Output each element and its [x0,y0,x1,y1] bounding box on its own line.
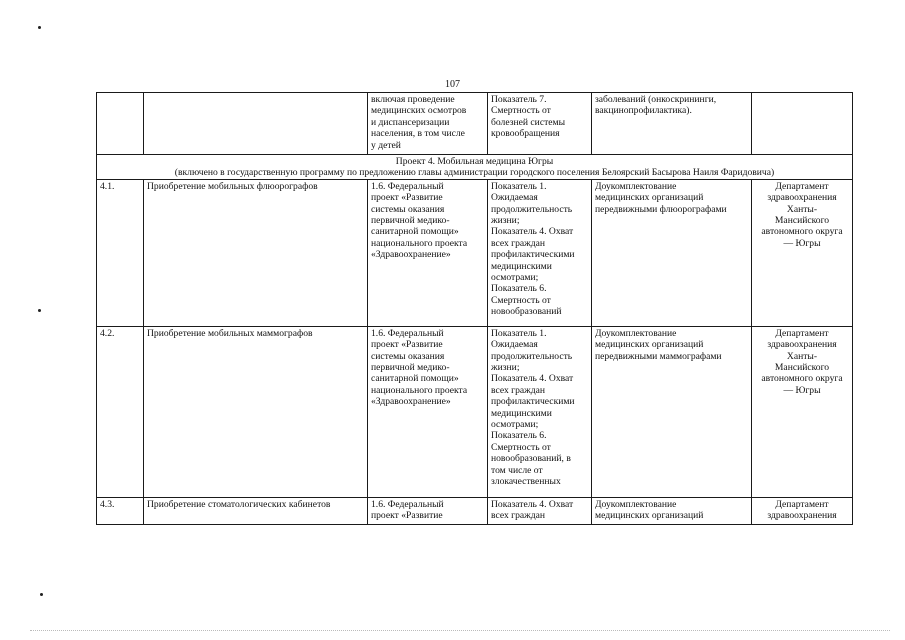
section-header-row [97,155,853,180]
indicators-cell: Показатель 7. Смертность от болезней системы кровообращения [488,93,592,155]
page-number: 107 [445,79,460,90]
results-cell: заболеваний (онкоскрининги, вакцинопрофилактика). [592,93,752,155]
scan-artifact-dot [38,26,41,29]
section-note: (включено в государственную программу по предложению главы администрации городского поселения Белоярский Басырова Наиля Фаридовича) [174,167,775,179]
executor-cell: Департамент здравоохранения Ханты- Мансийского автономного округа — Югры [752,179,853,326]
row-number-cell: 4.2. [97,326,144,497]
table-row [97,326,853,497]
basis-cell: 1.6. Федеральный проект «Развитие [368,497,488,524]
indicators-cell: Показатель 1. Ожидаемая продолжительность жизни; Показатель 4. Охват всех граждан профилактическими медицинскими осмотрами; Показатель 6. Смертность от новообразований, в том числе от злокачественных [488,326,592,497]
measure-title-cell [144,93,368,155]
section-header-cell [97,155,853,180]
table-row [97,179,853,326]
table-row [97,93,853,155]
measure-title-cell: Приобретение мобильных флюорографов [144,179,368,326]
scan-artifact-dot [40,593,43,596]
row-number-cell: 4.3. [97,497,144,524]
results-cell: Доукомплектование медицинских организаций передвижными флюорографами [592,179,752,326]
executor-cell: Департамент здравоохранения [752,497,853,524]
results-cell: Доукомплектование медицинских организаций передвижными маммографами [592,326,752,497]
scan-artifact-dot [38,309,41,312]
measure-title-cell: Приобретение стоматологических кабинетов [144,497,368,524]
program-table [96,92,853,525]
indicators-cell: Показатель 4. Охват всех граждан [488,497,592,524]
measure-title-cell: Приобретение мобильных маммографов [144,326,368,497]
basis-cell: 1.6. Федеральный проект «Развитие системы оказания первичной медико- санитарной помощи» национального проекта «Здравоохранение» [368,179,488,326]
row-number-cell: 4.1. [97,179,144,326]
basis-cell: включая проведение медицинских осмотров и диспансеризации населения, в том числе у детей [368,93,488,155]
row-number-cell [97,93,144,155]
results-cell: Доукомплектование медицинских организаций [592,497,752,524]
indicators-cell: Показатель 1. Ожидаемая продолжительность жизни; Показатель 4. Охват всех граждан профилактическими медицинскими осмотрами; Показатель 6. Смертность от новообразований [488,179,592,326]
section-title: Проект 4. Мобильная медицина Югры [395,156,554,167]
executor-cell: Департамент здравоохранения Ханты- Мансийского автономного округа — Югры [752,326,853,497]
executor-cell [752,93,853,155]
table-row [97,497,853,524]
scan-edge-noise [30,630,890,632]
basis-cell: 1.6. Федеральный проект «Развитие системы оказания первичной медико- санитарной помощи» национального проекта «Здравоохранение» [368,326,488,497]
